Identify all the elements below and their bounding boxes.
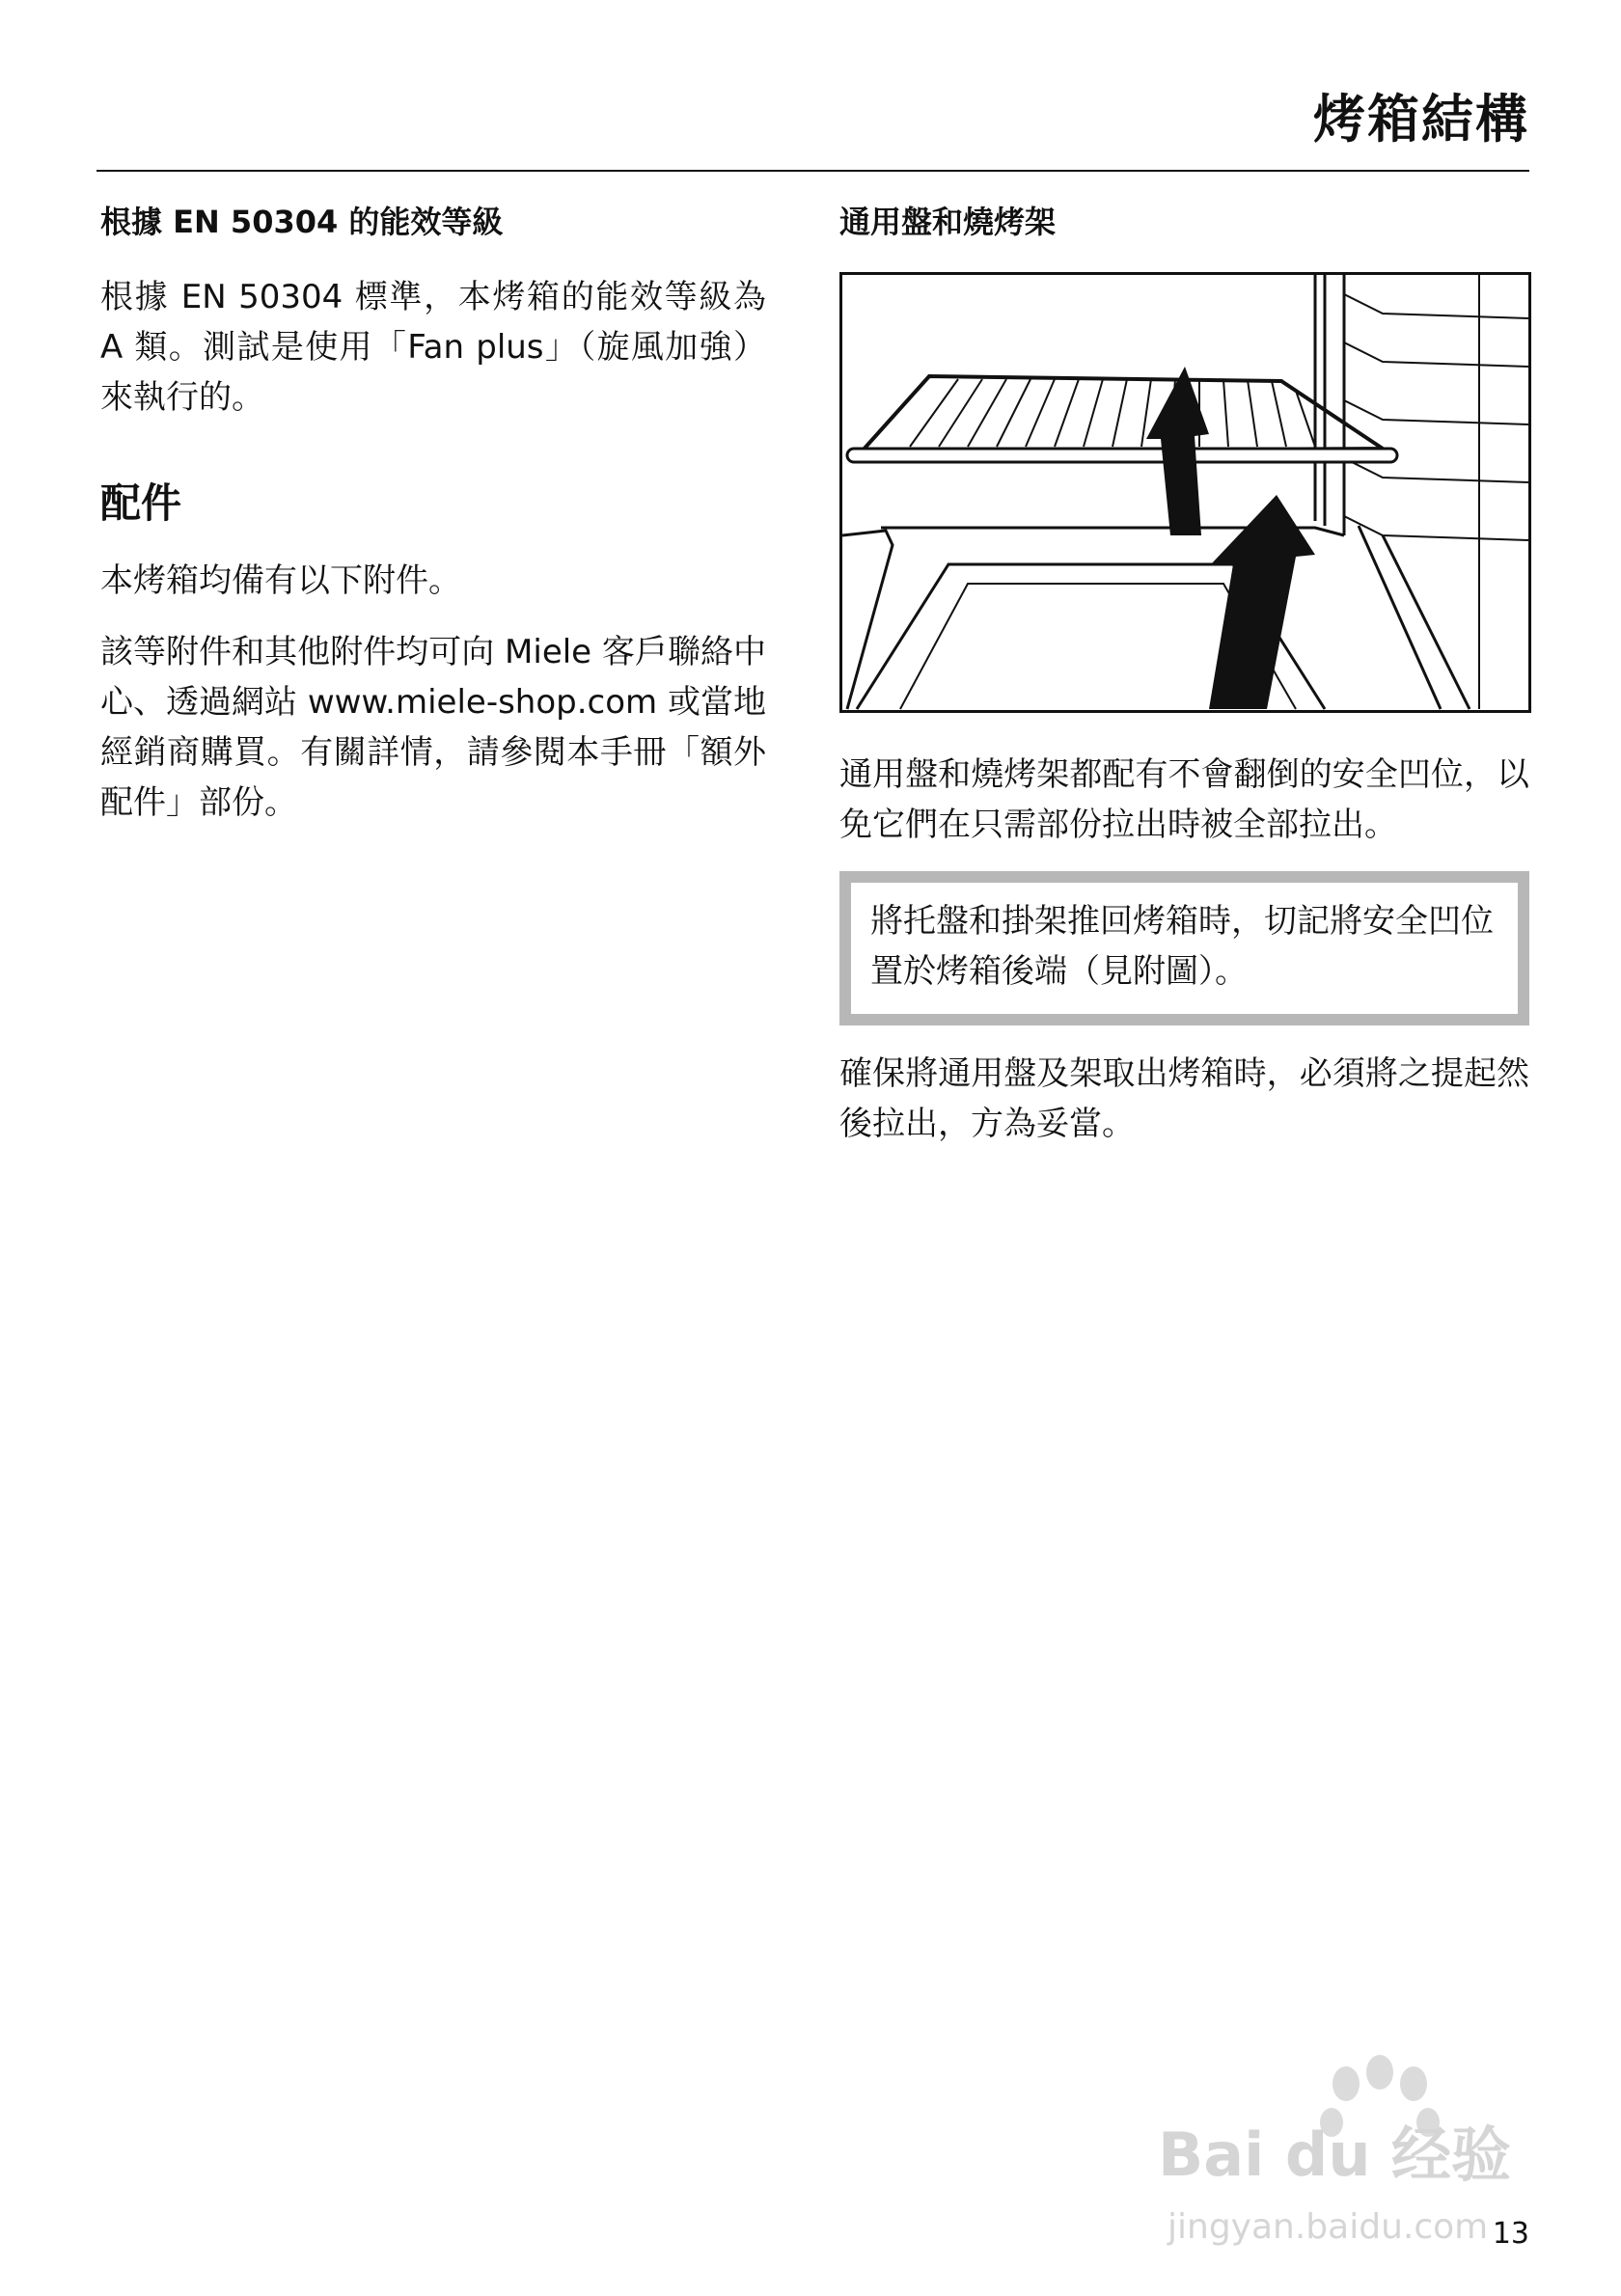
tray-rack-description: 通用盤和燒烤架都配有不會翻倒的安全凹位，以免它們在只需部份拉出時被全部拉出。 [839,755,1529,844]
watermark-url: jingyan.baidu.com [1168,2207,1489,2247]
energy-class-text: 根據 EN 50304 標準，本烤箱的能效等級為 A 類。測試是使用「Fan plus」（旋風加強）來執行的。 [100,278,766,417]
tray-rack-heading: 通用盤和燒烤架 [839,204,1057,240]
removal-instruction: 確保將通用盤及架取出烤箱時，必須將之提起然後拉出，方為妥當。 [839,1054,1529,1143]
note-box [839,871,1529,1025]
left-column [100,203,766,849]
page-header [96,81,1529,172]
accessories-purchase-text: 該等附件和其他附件均可向 Miele 客戶聯絡中心、透過網站 www.miele-shop.com 或當地經銷商購買。有關詳情，請參閱本手冊「額外配件」部份。 [100,633,766,822]
page-title: 烤箱結構 [1313,89,1529,150]
right-column [839,203,1529,1170]
accessories-heading: 配件 [100,479,182,527]
energy-class-heading: 根據 EN 50304 的能效等級 [100,204,504,240]
oven-rack-figure [839,272,1531,713]
oven-rack-diagram-icon [842,275,1528,710]
note-text: 將托盤和掛架推回烤箱時，切記將安全凹位置於烤箱後端（見附圖）。 [870,902,1494,991]
watermark-brand: Bai du 经验 [1158,2119,1512,2190]
page-number: 13 [1492,2217,1529,2251]
accessories-intro: 本烤箱均備有以下附件。 [100,561,461,600]
